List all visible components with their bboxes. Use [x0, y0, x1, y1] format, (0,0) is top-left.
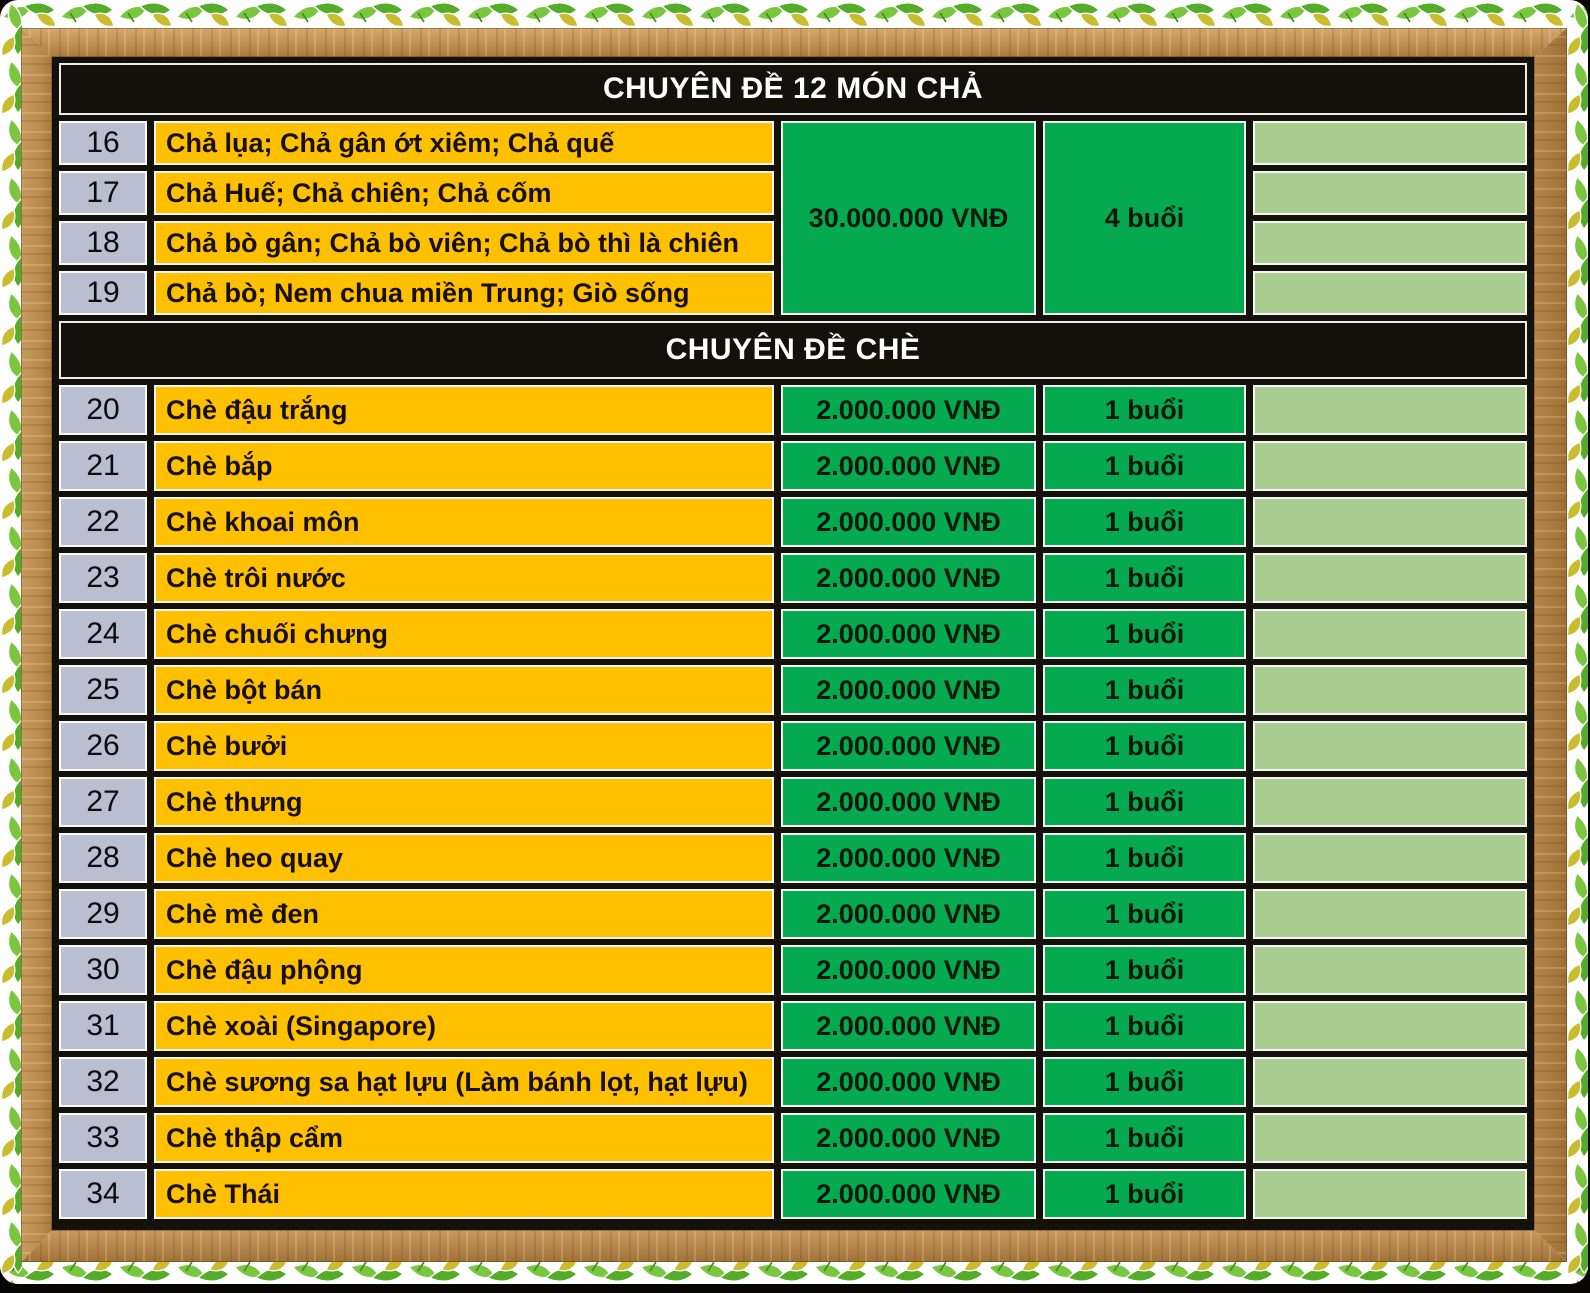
sessions-cell: 1 buổi: [1043, 1001, 1246, 1051]
note-cell: [1253, 721, 1527, 771]
section-header: CHUYÊN ĐỀ CHÈ: [59, 321, 1527, 379]
note-cell: [1253, 497, 1527, 547]
note-cell: [1253, 1001, 1527, 1051]
price-cell: 2.000.000 VNĐ: [781, 1113, 1036, 1163]
row-number-cell: 33: [59, 1113, 147, 1163]
item-name-cell: Chè Thái: [154, 1169, 774, 1219]
leaf-border-top-icon: [0, 0, 1588, 28]
sessions-cell: 1 buổi: [1043, 553, 1246, 603]
row-number-cell: 21: [59, 441, 147, 491]
wood-frame-left: [21, 28, 52, 1262]
row-number-cell: 32: [59, 1057, 147, 1107]
price-cell: 2.000.000 VNĐ: [781, 889, 1036, 939]
note-cell: [1253, 1169, 1527, 1219]
sessions-cell: 1 buổi: [1043, 777, 1246, 827]
course-price-table: [52, 57, 1534, 1225]
item-name-cell: Chả bò gân; Chả bò viên; Chả bò thì là chiên: [154, 221, 774, 265]
note-cell: [1253, 441, 1527, 491]
note-cell: [1253, 777, 1527, 827]
note-cell: [1253, 945, 1527, 995]
item-name-cell: Chè khoai môn: [154, 497, 774, 547]
sessions-cell: 1 buổi: [1043, 665, 1246, 715]
price-cell: 2.000.000 VNĐ: [781, 553, 1036, 603]
table-body: [59, 63, 1527, 1219]
wood-frame-right: [1534, 28, 1567, 1262]
item-name-cell: Chè bột bán: [154, 665, 774, 715]
item-name-cell: Chè đậu trắng: [154, 385, 774, 435]
item-name-cell: Chả lụa; Chả gân ớt xiêm; Chả quế: [154, 121, 774, 165]
wood-frame-top: [21, 28, 1567, 57]
item-name-cell: Chè bưởi: [154, 721, 774, 771]
wood-frame-bottom: [21, 1230, 1567, 1262]
row-number-cell: 31: [59, 1001, 147, 1051]
sessions-cell: 1 buổi: [1043, 721, 1246, 771]
item-name-cell: Chè bắp: [154, 441, 774, 491]
sessions-cell: 1 buổi: [1043, 609, 1246, 659]
sessions-cell: 1 buổi: [1043, 441, 1246, 491]
sessions-cell: 1 buổi: [1043, 1057, 1246, 1107]
item-name-cell: Chè sương sa hạt lựu (Làm bánh lọt, hạt lựu): [154, 1057, 774, 1107]
row-number-cell: 17: [59, 171, 147, 215]
price-cell: 2.000.000 VNĐ: [781, 665, 1036, 715]
row-number-cell: 25: [59, 665, 147, 715]
sessions-cell: 4 buổi: [1043, 121, 1246, 315]
price-cell: 2.000.000 VNĐ: [781, 1001, 1036, 1051]
price-cell: 2.000.000 VNĐ: [781, 441, 1036, 491]
item-name-cell: Chè mè đen: [154, 889, 774, 939]
item-name-cell: Chè đậu phộng: [154, 945, 774, 995]
sessions-cell: 1 buổi: [1043, 1169, 1246, 1219]
row-number-cell: 34: [59, 1169, 147, 1219]
price-cell: 2.000.000 VNĐ: [781, 833, 1036, 883]
row-number-cell: 18: [59, 221, 147, 265]
note-cell: [1253, 1113, 1527, 1163]
sessions-cell: 1 buổi: [1043, 497, 1246, 547]
price-cell: 2.000.000 VNĐ: [781, 497, 1036, 547]
sessions-cell: 1 buổi: [1043, 945, 1246, 995]
row-number-cell: 27: [59, 777, 147, 827]
row-number-cell: 24: [59, 609, 147, 659]
price-cell: 2.000.000 VNĐ: [781, 1057, 1036, 1107]
price-cell: 30.000.000 VNĐ: [781, 121, 1036, 315]
note-cell: [1253, 121, 1527, 165]
row-number-cell: 23: [59, 553, 147, 603]
note-cell: [1253, 171, 1527, 215]
row-number-cell: 29: [59, 889, 147, 939]
sessions-cell: 1 buổi: [1043, 1113, 1246, 1163]
item-name-cell: Chè thập cẩm: [154, 1113, 774, 1163]
note-cell: [1253, 385, 1527, 435]
price-cell: 2.000.000 VNĐ: [781, 721, 1036, 771]
row-number-cell: 19: [59, 271, 147, 315]
item-name-cell: Chả Huế; Chả chiên; Chả cốm: [154, 171, 774, 215]
item-name-cell: Chè chuối chưng: [154, 609, 774, 659]
sessions-cell: 1 buổi: [1043, 833, 1246, 883]
row-number-cell: 16: [59, 121, 147, 165]
item-name-cell: Chè thưng: [154, 777, 774, 827]
item-name-cell: Chè heo quay: [154, 833, 774, 883]
row-number-cell: 26: [59, 721, 147, 771]
price-cell: 2.000.000 VNĐ: [781, 945, 1036, 995]
item-name-cell: Chè xoài (Singapore): [154, 1001, 774, 1051]
section-header: CHUYÊN ĐỀ 12 MÓN CHẢ: [59, 63, 1527, 115]
item-name-cell: Chả bò; Nem chua miền Trung; Giò sống: [154, 271, 774, 315]
table-board: [52, 57, 1534, 1230]
leaf-border-left-icon: [0, 0, 22, 1284]
note-cell: [1253, 833, 1527, 883]
row-number-cell: 30: [59, 945, 147, 995]
note-cell: [1253, 221, 1527, 265]
price-cell: 2.000.000 VNĐ: [781, 777, 1036, 827]
note-cell: [1253, 889, 1527, 939]
note-cell: [1253, 665, 1527, 715]
note-cell: [1253, 1057, 1527, 1107]
note-cell: [1253, 271, 1527, 315]
row-number-cell: 22: [59, 497, 147, 547]
price-cell: 2.000.000 VNĐ: [781, 609, 1036, 659]
sessions-cell: 1 buổi: [1043, 385, 1246, 435]
row-number-cell: 20: [59, 385, 147, 435]
note-cell: [1253, 553, 1527, 603]
leaf-border-right-icon: [1566, 0, 1588, 1284]
price-cell: 2.000.000 VNĐ: [781, 1169, 1036, 1219]
row-number-cell: 28: [59, 833, 147, 883]
sessions-cell: 1 buổi: [1043, 889, 1246, 939]
note-cell: [1253, 609, 1527, 659]
price-cell: 2.000.000 VNĐ: [781, 385, 1036, 435]
item-name-cell: Chè trôi nước: [154, 553, 774, 603]
